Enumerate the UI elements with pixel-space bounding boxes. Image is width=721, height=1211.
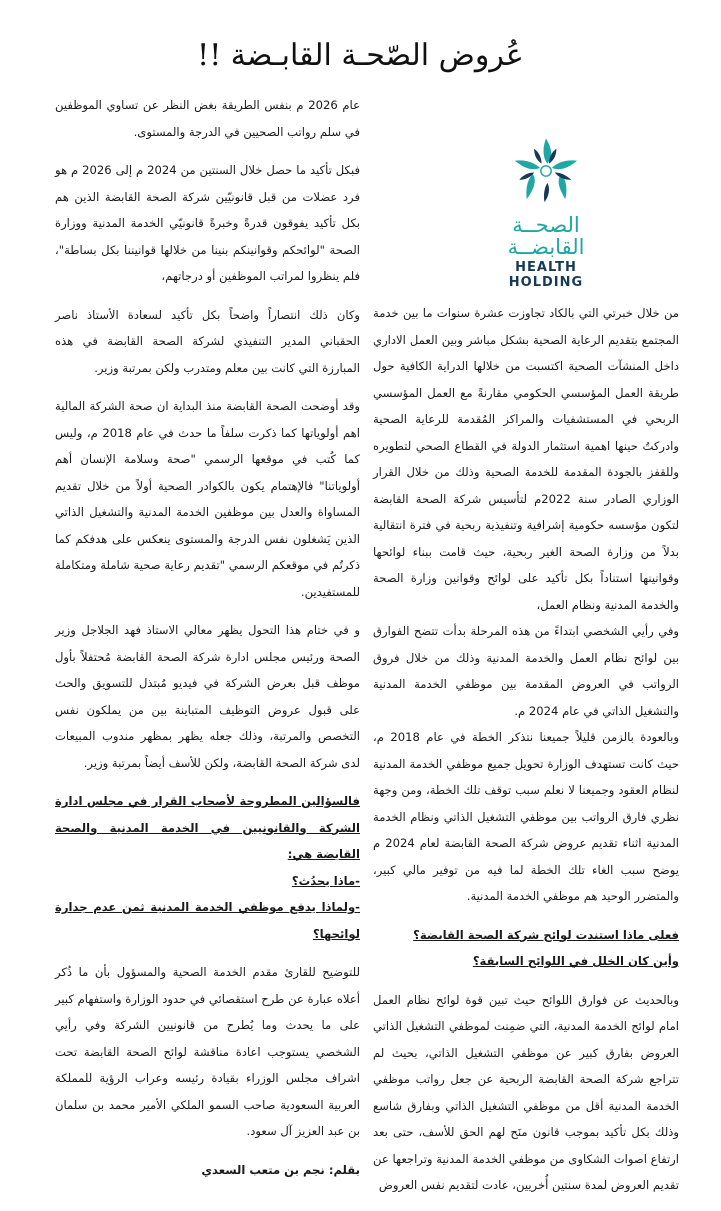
right-question-2: وأين كان الخلل في اللوائح السابقة؟ [472, 954, 679, 968]
left-paragraph: و في ختام هذا التحول يظهر معالي الاستاذ فهد الجلاجل وزير الصحة ورئيس مجلس ادارة شركة الصحة القابضة مُحتفلاً بأول موظف قبل بعرض الشركة في فيديو مُبتذل للتسويق والحث على قبول عروض التوظيف المتباينة بين من يملكون نفس التخصص والمرتبة، وذلك جعله يظهر بمظهر مندوب المبيعات لدى شركة الصحة القابضة، ولكن للأسف أيضاً بمرتبة وزير. [55, 623, 360, 770]
left-paragraph: فبكل تأكيد ما حصل خلال السنتين من 2024 م إلى 2026 م هو فرد عضلات من قبل قانونيّين شركة الصحة القابضة الذين هم بكل تأكيد يفوقون قدرةً وخبرةً قانونيّي الخدمة المدنية ووزارة الصحة "لوائحكم وقوانينكم بنينا من خلالها قوانيننا بكل بساطة"، فلم ينظروا لمراتب الموظفين أو درجاتهم، [55, 163, 360, 283]
question-2: -ولماذا يدفع موظفي الخدمة المدنية ثمن عدم جدارة لوائحها؟ [55, 900, 360, 941]
article-title: عُروض الصّحـة القابـضة !! [197, 38, 524, 73]
closing-paragraph: للتوضيح للقارئ مقدم الخدمة الصحية والمسؤول بأن ما ذُكر أعلاه عبارة عن طرح استقصائي في حدود الوزارة واستفهام كبير على ما يحدث وما يُطرح من قانونيين الشركة وفي رأيي الشخصي يستوجب اعادة مناقشة لوائح الصحة القابضة تحت اشراف مجلس الوزراء بقيادة رئيسه وعراب الرؤية للمملكة العربية السعودية صاحب السمو الملكي الأمير محمد بن سلمان بن عبد العزيز آل سعود. [55, 965, 360, 1138]
right-paragraph: من خلال خبرتي التي بالكاد تجاوزت عشرة سنوات ما بين خدمة المجتمع بتقديم الرعاية الصحية بشكل مباشر وبين العمل الاداري داخل المنشآت الصحية اكتسبت من خلالها الدراية الكافية حول طريقة العمل المؤسسي الحكومي مقارنةً مع العمل المؤسسي الربحي في المستشفيات والمراكز المُقدمة للرعاية الصحية وادركتُ حينها اهمية استثمار الدولة في القطاع الصحي لتطويره وللقفز بالجودة المقدمة للخدمة الصحية وذلك من خلال القرار الوزاري الصادر سنة 2022م لتأسيس شركة الصحة القابضة لتكون مؤسسه حكومية إشرافية وتنفيذية ربحية في فترة انتقالية بدلاً من وزارة الصحة الغير ربحية، حيث قامت ببناء لوائحها وقوانينها استناداً بكل تأكيد على لوائح وقوانين وزارة الصحة والخدمة المدنية ونظام العمل، [373, 306, 679, 612]
logo-english-text: HEALTH HOLDING [508, 260, 584, 290]
left-column [55, 92, 360, 1195]
author-signature: بقلم: نجم بن متعب السعدي [201, 1162, 360, 1177]
health-holding-logo [478, 134, 614, 290]
left-paragraph: وكان ذلك انتصاراً واضحاً بكل تأكيد لسعادة الأستاذ ناصر الحقباني المدير التنفيذي لشركة الصحة القابضة في هذه المبارزة التي كانت بين معلم ومتدرب ولكن بمرتبة وزير. [55, 307, 360, 375]
left-paragraph: وقد أوضحت الصحة القابضة منذ البداية ان صحة الشركة المالية اهم أولوياتها كما ذكرت سلفاً ما حدث في عام 2018 م، وليس كما كُتب في موقعها الرسمي "صحة وسلامة الإنسان أهم أولوياتنا" فالإهتمام يكون بالكوادر الصحية أولاً من خلال تقديم المساواة والعدل بين موظفين الخدمة المدنية والتشغيل الذاتي الذين يَشغلون نفس الدرجة والمستوى ينعكس على هدفكم كما ذكرتُم في موقعكم الرسمي "تقديم رعاية صحية شاملة ومتكاملة للمستفيدين. [55, 399, 360, 599]
star-flower-logo-icon [509, 134, 583, 208]
questions-intro: فالسؤالين المطروحة لأصحاب القرار في مجلس ادارة الشركة والقانونيين في الخدمة المدنية والصحة القابضة هي: [55, 794, 360, 861]
right-column [373, 300, 679, 1211]
right-final-paragraph: وبالحديث عن فوارق اللوائح حيث تبين قوة لوائح نظام العمل امام لوائح الخدمة المدنية، التي ضمِنت لموظفي التشغيل الذاتي العروض بفارق كبير عن موظفي التشغيل الذاتي، بحيث لم تتراجع شركة الصحة القابضة الربحية عن جعل رواتب موظفي الخدمة المدنية أقل من موظفي التشغيل الذاتي وبفارق شاسع وذلك بكل تأكيد بموجب قانون منَح لهم الحق للأسف، حتى بعد ارتفاع اصوات الشكاوى من موظفي الخدمة المدنية وتراجعها عن تقديم العروض لمدة سنتين أُخريين، عادت لتقديم نفس العروض [373, 992, 679, 1192]
logo-arabic-text: الصحــة القابضــة [507, 213, 585, 259]
right-question-1: فعلى ماذا استندت لوائح شركة الصحة القابضة؟ [413, 927, 679, 942]
left-paragraph: عام 2026 م بنفس الطريقة بغض النظر عن تساوي الموظفين في سلم رواتب الصحيين في الدرجة والمستوى. [55, 98, 360, 139]
right-paragraph: وفي رأيي الشخصي ابتداءً من هذه المرحلة بدأت تتضح الفوارق بين لوائح نظام العمل والخدمة المدنية وذلك من خلال فروق الرواتب في العروض المقدمة بين موظفي الخدمة المدنية والتشغيل الذاتي في عام 2024 م. [373, 624, 679, 718]
right-paragraph: وبالعودة بالزمن قليلاً جميعنا نتذكر الخطة في عام 2018 م، حيث كانت تستهدف الوزارة تحويل جميع موظفي الخدمة المدنية لنظام العقود وجميعنا لا نعلم سبب توقف تلك الخطة، ومن وجهة نظري فارق الرواتب بين موظفي التشغيل الذاتي ونظام الخدمة المدنية اثناء تقديم عروض شركة الصحة القابضة لعام 2024 م يوضح سبب الغاء تلك الخطة لما فيه من توفير مالي كبير، والمتضرر الوحيد هم موظفي الخدمة المدنية. [373, 730, 679, 903]
question-1: -ماذا يحدُث؟ [291, 873, 360, 888]
